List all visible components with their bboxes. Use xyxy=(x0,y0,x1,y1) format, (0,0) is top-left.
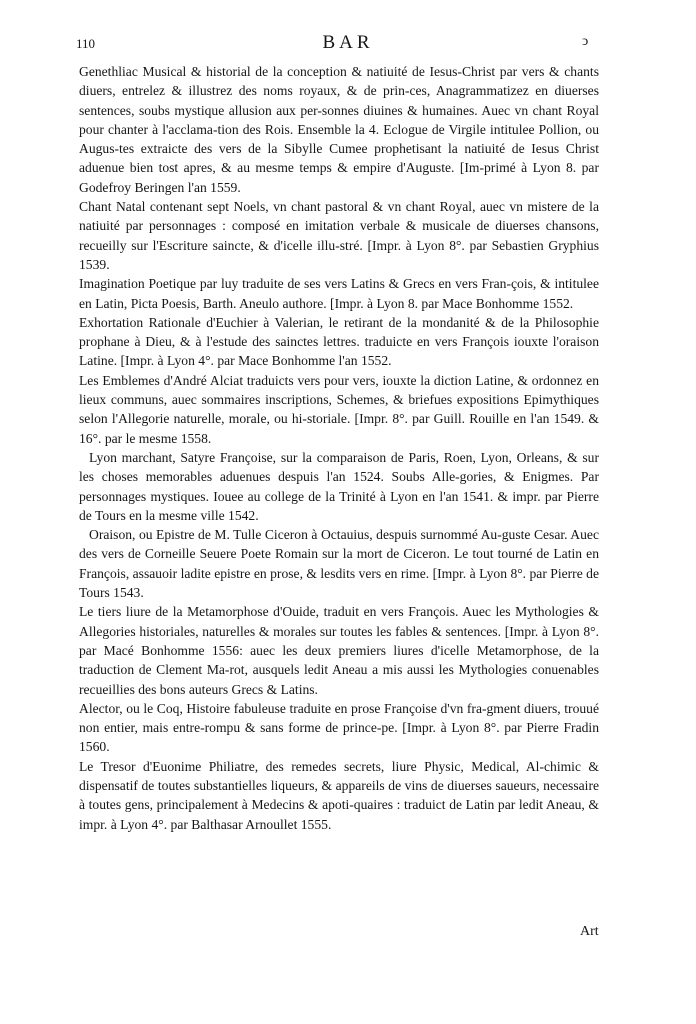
entry-emblemes-alciat: Les Emblemes d'André Alciat traduicts vers pour vers, iouxte la diction Latine, & ordonnez en lieux communs, auec sommaires inscriptions, Schemes, & briefues expositions Epimythiques selon l'Allegorie naturelle, morale, ou hi-storiale. [Impr. 8°. par Guill. Rouille en l'an 1549. & 16°. par le mesme 1558. xyxy=(79,372,599,446)
page-body xyxy=(79,62,599,834)
corner-mark: ↄ xyxy=(582,34,589,49)
page-number: 110 xyxy=(76,36,96,51)
entry-chant-natal: Chant Natal contenant sept Noels, vn chant pastoral & vn chant Royal, auec vn mistere de la natiuité par personnages : composé en imitation verbale & musicale de diuerses chansons, recueilly sur l'Escriture saincte, & d'icelle illu-stré. [Impr. à Lyon 8°. par Sebastien Gryphius 1539. xyxy=(79,199,599,272)
entry-genethliac: Genethliac Musical & historial de la conception & natiuité de Iesus-Christ par vers & chants diuers, entrelez & illustrez des noms royaux, & de prin-ces, Anagrammatizez en diuerses sentences, soubs mystique allusion aux per-sonnes diuines & humaines. Auec vn chant Royal pour chanter à l'acclama-tion des Rois. Ensemble la 4. Eclogue de Virgile intitulee Pollion, ou Augus-tes extraicte des vers de la Sibylle Cumee prophetisant la natiuité de Iesus Christ aduenue bien tost apres, & au mesme temps & empire d'Auguste. [Im-primé à Lyon 8. par Godefroy Beringen l'an 1559. xyxy=(79,64,599,195)
entry-imagination-poetique: Imagination Poetique par luy traduite de ses vers Latins & Grecs en vers Fran-çois, & intitulee en Latin, Picta Poesis, Barth. Aneulo authore. [Impr. à Lyon 8. par Mace Bonhomme 1552. xyxy=(79,276,599,311)
entry-alector: Alector, ou le Coq, Histoire fabuleuse traduite en prose Françoise d'vn fra-gment diuers, trouué non entier, mais entre-rompu & sans forme de prince-pe. [Impr. à Lyon 8°. par Pierre Fradin 1560. xyxy=(79,700,599,755)
entry-metamorphose: Le tiers liure de la Metamorphose d'Ouide, traduit en vers François. Auec les Mythologies & Allegories historiales, naturelles & morales sur toutes les fables & sentences. [Impr. à Lyon 8°. par Macé Bonhomme 1556: auec les deux premiers liures d'icelle Metamorphose, de la traduction de Clement Ma-rot, ausquels ledit Aneau a mis aussi les Mythologies conuenables recueillies des bons auteurs Grecs & Latins. xyxy=(79,604,599,697)
entry-tresor-euonime: Le Tresor d'Euonime Philiatre, des remedes secrets, liure Physic, Medical, Al-chimic & dispensatif de toutes substantielles liqueurs, & appareils de vins de diuerses saueurs, necessaire à toutes gens, principalement à Medecins & apoti-quaires : traduict de Latin par ledit Aneau, & impr. à Lyon 4°. par Balthasar Arnoullet 1555. xyxy=(79,758,599,832)
running-title: BAR xyxy=(322,32,374,53)
catchword: Art xyxy=(580,924,599,939)
entry-oraison-ciceron: Oraison, ou Epistre de M. Tulle Ciceron à Octauius, despuis surnommé Au-guste Cesar. Auec des vers de Corneille Seuere Poete Romain sur la mort de Ciceron. Le tout tourné de Latin en François, assauoir ladite epistre en prose, & lesdits vers en rime. [Impr. à Lyon 8°. par Pierre de Tours 1543. xyxy=(79,527,599,601)
page-header xyxy=(0,32,696,58)
entry-lyon-marchant: Lyon marchant, Satyre Françoise, sur la comparaison de Paris, Roen, Lyon, Orleans, & sur les choses memorables aduenues despuis l'an 1524. Soubs Alle-gories, & Enigmes. Par personnages mystiques. Iouee au college de la Trinité à Lyon en l'an 1541. & impr. par Pierre de Tours en la mesme ville 1542. xyxy=(79,449,599,523)
entry-exhortation-rationale: Exhortation Rationale d'Euchier à Valerian, le retirant de la mondanité & de la Philosophie prophane à Dieu, & à l'estude des sainctes lettres. traduicte en vers François iouxte l'oraison Latine. [Impr. à Lyon 4°. par Mace Bonhomme l'an 1552. xyxy=(79,314,599,369)
